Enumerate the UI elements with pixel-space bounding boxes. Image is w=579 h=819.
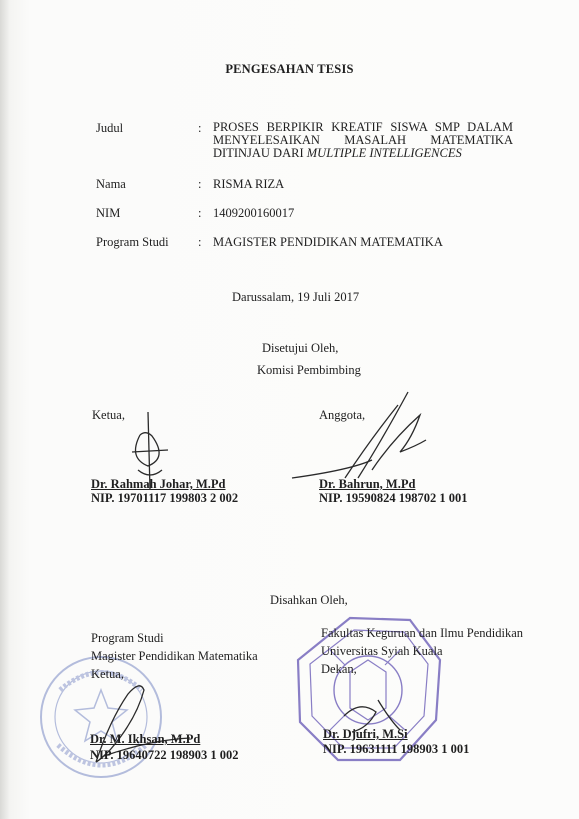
judul-colon: : (198, 121, 202, 135)
anggota-label: Anggota, (319, 408, 366, 422)
prodi-block-line1: Program Studi (91, 631, 164, 645)
nama-value: RISMA RIZA (213, 177, 285, 191)
prodi-block-line2: Magister Pendidikan Matematika (91, 649, 258, 663)
anggota-name: Dr. Bahrun, M.Pd (319, 477, 416, 491)
ketua-label: Ketua, (92, 408, 125, 422)
ratified-by: Disahkan Oleh, (270, 593, 348, 607)
ketua-name: Dr. Rahmah Johar, M.Pd (91, 477, 226, 491)
prodi-colon: : (198, 235, 202, 249)
approved-by: Disetujui Oleh, (262, 341, 339, 355)
document-title: PENGESAHAN TESIS (225, 62, 354, 76)
nama-colon: : (198, 177, 202, 191)
dean-nip: NIP. 19631111 198903 1 001 (323, 742, 470, 756)
nim-value: 1409200160017 (213, 206, 295, 220)
prodi-block-line3: Ketua, (91, 667, 124, 681)
judul-line-1: PROSES BERPIKIR KREATIF SISWA SMP DALAM (213, 120, 513, 134)
ketua-nip: NIP. 19701117 199803 2 002 (91, 491, 239, 505)
dean-name: Dr. Djufri, M.Si (323, 727, 408, 741)
prodi-head-name: Dr. M. Ikhsan, M.Pd (90, 732, 201, 746)
prodi-label: Program Studi (96, 235, 169, 249)
nama-label: Nama (96, 177, 126, 191)
judul-line-3-italic: MULTIPLE INTELLIGENCES (306, 145, 462, 160)
judul-line-2: MENYELESAIKAN MASALAH MATEMATIKA (213, 132, 513, 147)
committee-label: Komisi Pembimbing (257, 363, 361, 377)
prodi-head-nip: NIP. 19640722 198903 1 002 (90, 748, 239, 762)
anggota-nip: NIP. 19590824 198702 1 001 (319, 491, 468, 505)
judul-label: Judul (96, 121, 124, 135)
faculty-line1: Fakultas Keguruan dan Ilmu Pendidikan (321, 626, 524, 640)
judul-line-3-prefix: DITINJAU DARI (213, 145, 307, 160)
nim-colon: : (198, 206, 202, 220)
nim-label: NIM (96, 206, 121, 220)
place-date: Darussalam, 19 Juli 2017 (232, 290, 360, 304)
anggota-signature (292, 392, 426, 478)
faculty-line3: Dekan, (321, 662, 357, 676)
ketua-signature (132, 412, 168, 490)
faculty-line2: Universitas Syiah Kuala (321, 644, 443, 658)
prodi-value: MAGISTER PENDIDIKAN MATEMATIKA (213, 235, 443, 249)
